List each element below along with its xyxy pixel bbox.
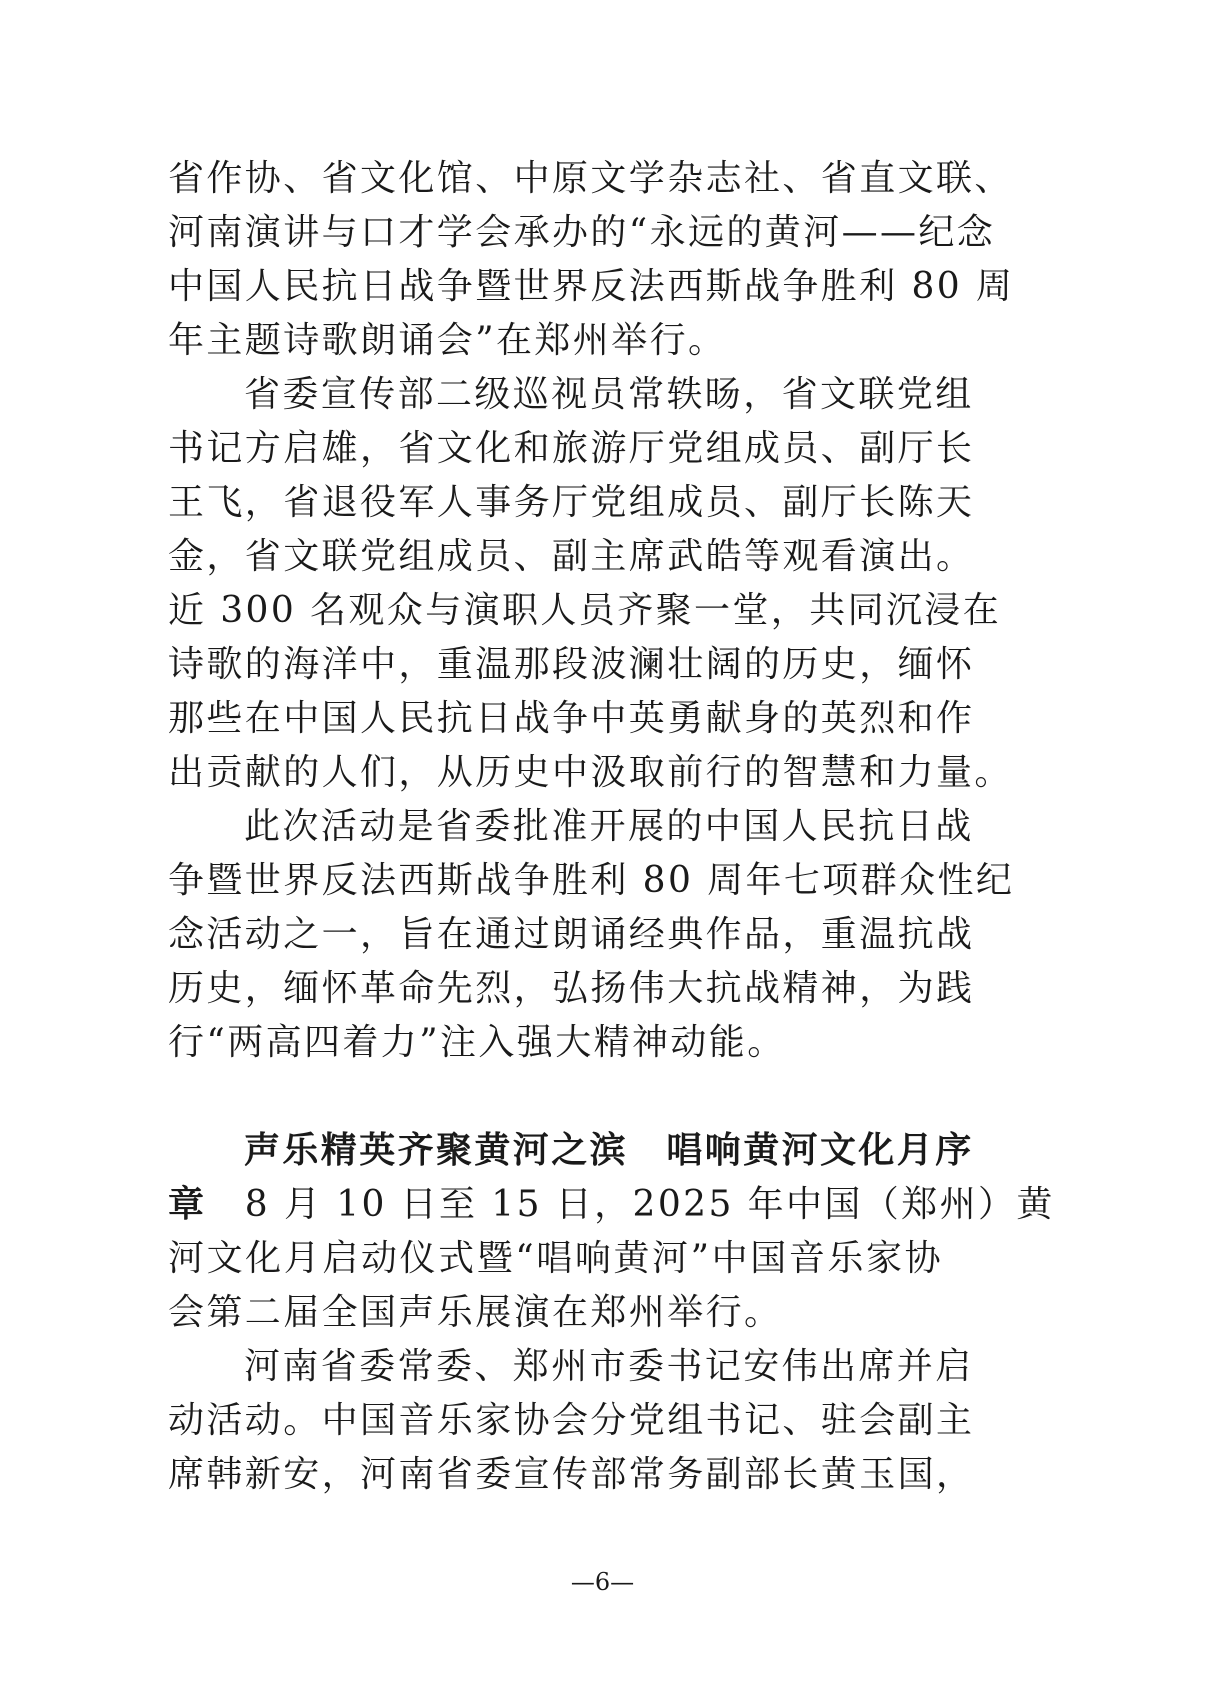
text-line: 行“两高四着力”注入强大精神动能。 (168, 1022, 786, 1063)
text-line (168, 1178, 1055, 1232)
section-gap (168, 1070, 943, 1124)
paragraph-officials (168, 1340, 975, 1502)
section-heading-end: 章 (168, 1184, 207, 1225)
text-line: 念活动之一，旨在通过朗诵经典作品，重温抗战 (168, 914, 975, 955)
section-vocal-music (168, 1124, 1055, 1340)
text-line: 此次活动是省委批准开展的中国人民抗日战 (244, 806, 974, 847)
text-line: 河文化月启动仪式暨“唱响黄河”中国音乐家协 (168, 1238, 943, 1279)
text-line: 那些在中国人民抗日战争中英勇献身的英烈和作 (168, 698, 975, 739)
text-line: 省委宣传部二级巡视员常轶旸，省文联党组 (244, 374, 974, 415)
text-line: 王飞，省退役军人事务厅党组成员、副厅长陈天 (168, 482, 975, 523)
text-line: 出贡献的人们，从历史中汲取前行的智慧和力量。 (168, 752, 1013, 793)
text-line: 争暨世界反法西斯战争胜利 80 周年七项群众性纪 (168, 860, 1015, 901)
page-number: —6— (570, 1568, 635, 1596)
text-line: 中国人民抗日战争暨世界反法西斯战争胜利 80 周 (168, 266, 1015, 307)
section-heading: 声乐精英齐聚黄河之滨 唱响黄河文化月序 (244, 1130, 974, 1171)
text-line: 河南省委常委、郑州市委书记安伟出席并启 (244, 1346, 974, 1387)
text-line: 近 300 名观众与演职人员齐聚一堂，共同沉浸在 (168, 590, 1002, 631)
paragraph-purpose (168, 800, 1015, 1070)
paragraph-organizers (168, 152, 1015, 368)
paragraph-attendees (168, 368, 1013, 800)
text-line: 金，省文联党组成员、副主席武皓等观看演出。 (168, 536, 975, 577)
text-line: 河南演讲与口才学会承办的“永远的黄河——纪念 (168, 212, 996, 253)
text-line: 年主题诗歌朗诵会”在郑州举行。 (168, 320, 727, 361)
section-lead-text: 8 月 10 日至 15 日，2025 年中国（郑州）黄 (206, 1184, 1055, 1225)
text-line: 省作协、省文化馆、中原文学杂志社、省直文联、 (168, 158, 1013, 199)
text-line: 席韩新安，河南省委宣传部常务副部长黄玉国， (168, 1454, 975, 1495)
text-line: 书记方启雄，省文化和旅游厅党组成员、副厅长 (168, 428, 975, 469)
text-line: 历史，缅怀革命先烈，弘扬伟大抗战精神，为践 (168, 968, 975, 1009)
text-line: 诗歌的海洋中，重温那段波澜壮阔的历史，缅怀 (168, 644, 975, 685)
text-line: 会第二届全国声乐展演在郑州举行。 (168, 1292, 783, 1333)
text-line: 动活动。中国音乐家协会分党组书记、驻会副主 (168, 1400, 975, 1441)
document-body (168, 152, 1055, 1502)
